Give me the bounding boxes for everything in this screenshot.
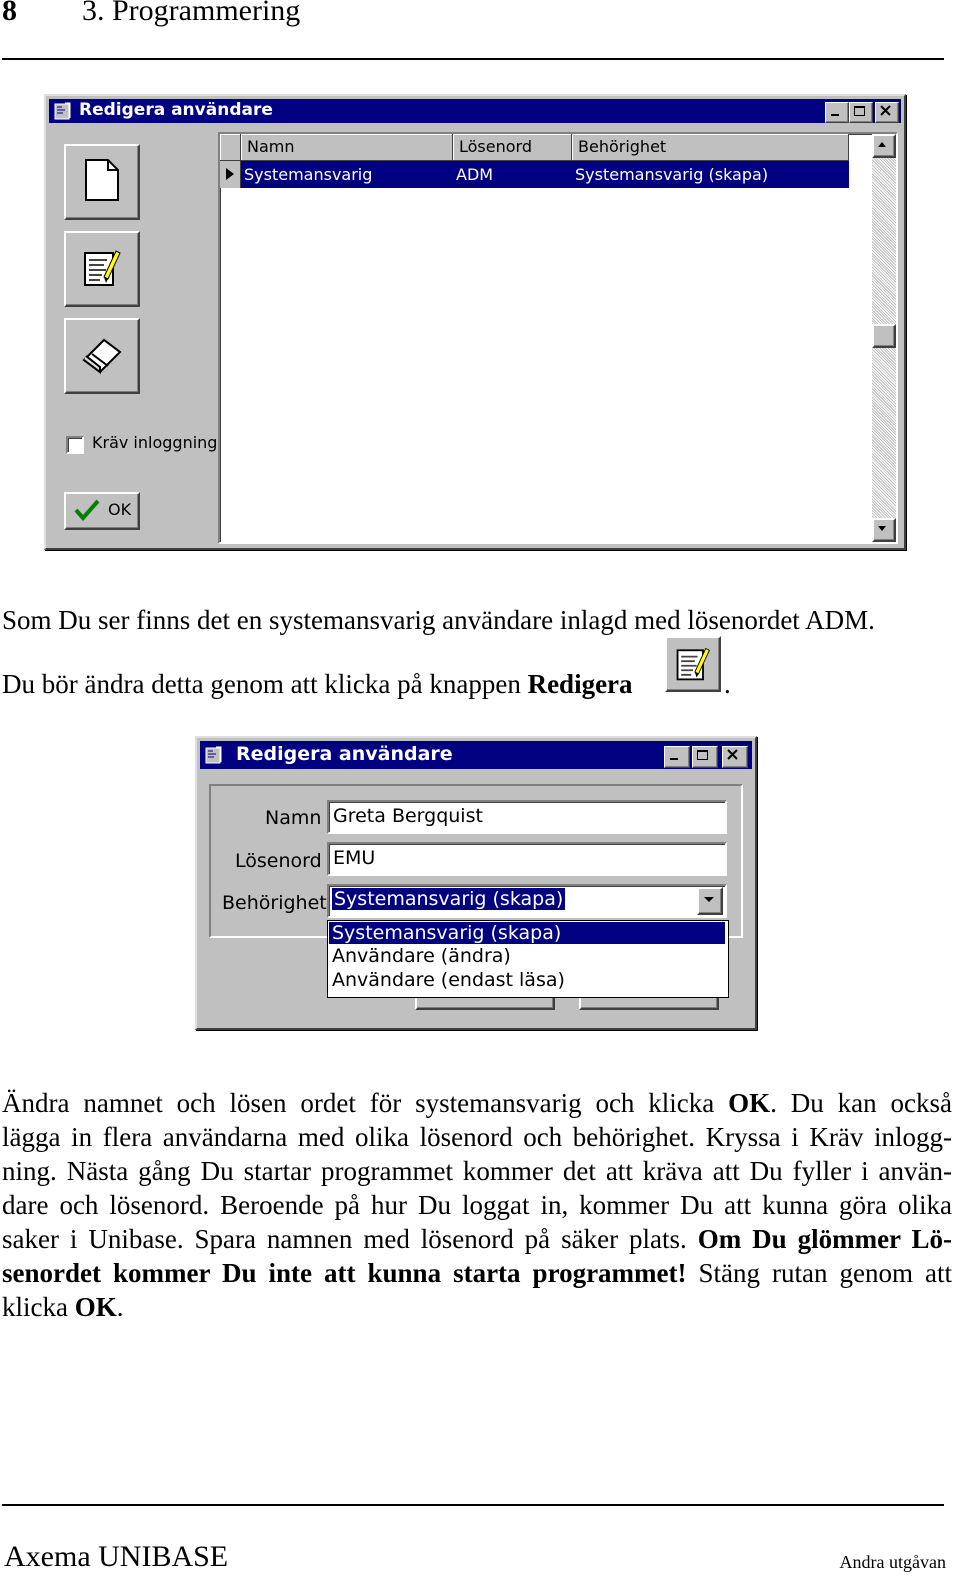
instructions-paragraph: [2, 1086, 952, 1324]
dropdown-button[interactable]: [697, 887, 723, 915]
edit-icon: [82, 245, 122, 289]
ok-button-label: OK: [108, 500, 132, 519]
row-header-corner: [220, 134, 241, 161]
window-titlebar[interactable]: [200, 741, 752, 769]
maximize-icon: [696, 749, 710, 762]
paragraph-2-end: .: [724, 669, 731, 699]
edit-user-button[interactable]: [64, 231, 140, 307]
checkmark-icon: [74, 499, 100, 521]
behorighet-select[interactable]: Systemansvarig (skapa): [327, 884, 727, 918]
redigera-word: Redigera: [527, 669, 633, 699]
window-title: Redigera användare: [236, 743, 453, 765]
namn-input[interactable]: Greta Bergquist: [327, 800, 727, 834]
scroll-thumb[interactable]: [872, 324, 896, 348]
footer-right: Andra utgåvan: [839, 1552, 946, 1572]
cell-behorighet: Systemansvarig (skapa): [575, 165, 769, 184]
text-line: Ändra namnet och lösen ordet för systemansvarig och klicka OK. Du kan också: [2, 1088, 952, 1118]
require-login-checkbox[interactable]: [66, 436, 84, 454]
edit-icon: [673, 643, 713, 683]
maximize-button[interactable]: [692, 746, 718, 768]
row-indicator: [220, 161, 241, 188]
app-icon: [204, 745, 224, 765]
dropdown-arrow-icon: [699, 889, 717, 909]
column-header-behorighet[interactable]: Behörighet: [572, 134, 849, 161]
text-line: dare och lösenord. Beroende på hur Du loggat in, kommer Du att kunna göra olika: [2, 1190, 952, 1220]
new-user-button[interactable]: [64, 144, 140, 220]
new-document-icon: [82, 158, 122, 202]
edit-user-window: [195, 736, 757, 1030]
cell-losenord: ADM: [456, 165, 494, 184]
text-line: saker i Unibase. Spara namnen med lösenord på säker plats. Om Du glömmer Lö-: [2, 1224, 952, 1254]
footer-rule: [2, 1504, 944, 1506]
table-row[interactable]: [241, 161, 849, 188]
dropdown-option[interactable]: Användare (endast läsa): [332, 969, 565, 991]
scroll-up-icon: [874, 136, 890, 152]
column-header-namn[interactable]: Namn: [241, 134, 453, 161]
edit-users-window: [44, 94, 906, 550]
behorighet-dropdown-list: [327, 920, 729, 998]
namn-label: Namn: [265, 807, 322, 829]
page-number: 8: [2, 0, 17, 27]
text-line: senordet kommer Du inte att kunna starta programmet! Stäng rutan genom att: [2, 1258, 953, 1288]
scroll-up-button[interactable]: [872, 134, 896, 158]
dropdown-option-selected[interactable]: Systemansvarig (skapa): [329, 922, 725, 944]
close-icon: [726, 749, 740, 762]
ok-button[interactable]: [64, 492, 140, 530]
minimize-button[interactable]: [825, 102, 849, 123]
losenord-input[interactable]: EMU: [327, 842, 727, 876]
require-login-label: Kräv inloggning: [92, 433, 218, 452]
inline-edit-button-image: [665, 636, 721, 692]
paragraph-1: Som Du ser finns det en systemansvarig användare inlagd med lösenordet ADM.: [2, 605, 875, 635]
window-title: Redigera användare: [79, 100, 273, 120]
dropdown-option[interactable]: Användare (ändra): [332, 945, 511, 967]
cell-namn: Systemansvarig: [244, 165, 373, 184]
minimize-button[interactable]: [664, 746, 690, 768]
text-line: ning. Nästa gång Du startar programmet kommer det att kräva att Du fyller i använ-: [2, 1156, 952, 1186]
app-icon: [53, 101, 73, 121]
behorighet-label: Behörighet: [222, 892, 327, 914]
paragraph-2: Du bör ändra detta genom att klicka på knappen Redigera: [2, 669, 633, 699]
maximize-button[interactable]: [849, 102, 873, 123]
users-grid[interactable]: [218, 132, 898, 544]
delete-user-button[interactable]: [64, 318, 140, 394]
eraser-icon: [80, 334, 124, 374]
close-button[interactable]: [722, 746, 748, 768]
maximize-icon: [853, 105, 867, 118]
current-row-arrow-icon: [225, 167, 237, 181]
chapter-title: 3. Programmering: [82, 0, 301, 27]
minimize-icon: [668, 749, 682, 762]
window-titlebar[interactable]: [49, 99, 901, 123]
column-header-losenord[interactable]: Lösenord: [453, 134, 572, 161]
scroll-down-icon: [874, 520, 890, 536]
close-icon: [879, 105, 893, 118]
text-line: lägga in flera användarna med olika lösenord och behörighet. Kryssa i Kräv inlogg-: [2, 1122, 952, 1152]
footer-left: Axema UNIBASE: [4, 1540, 229, 1573]
scroll-down-button[interactable]: [872, 518, 896, 542]
header-rule: [2, 58, 944, 60]
close-button[interactable]: [875, 102, 899, 123]
minimize-icon: [829, 105, 843, 118]
text-line: klicka OK.: [2, 1292, 124, 1322]
losenord-label: Lösenord: [235, 850, 322, 872]
